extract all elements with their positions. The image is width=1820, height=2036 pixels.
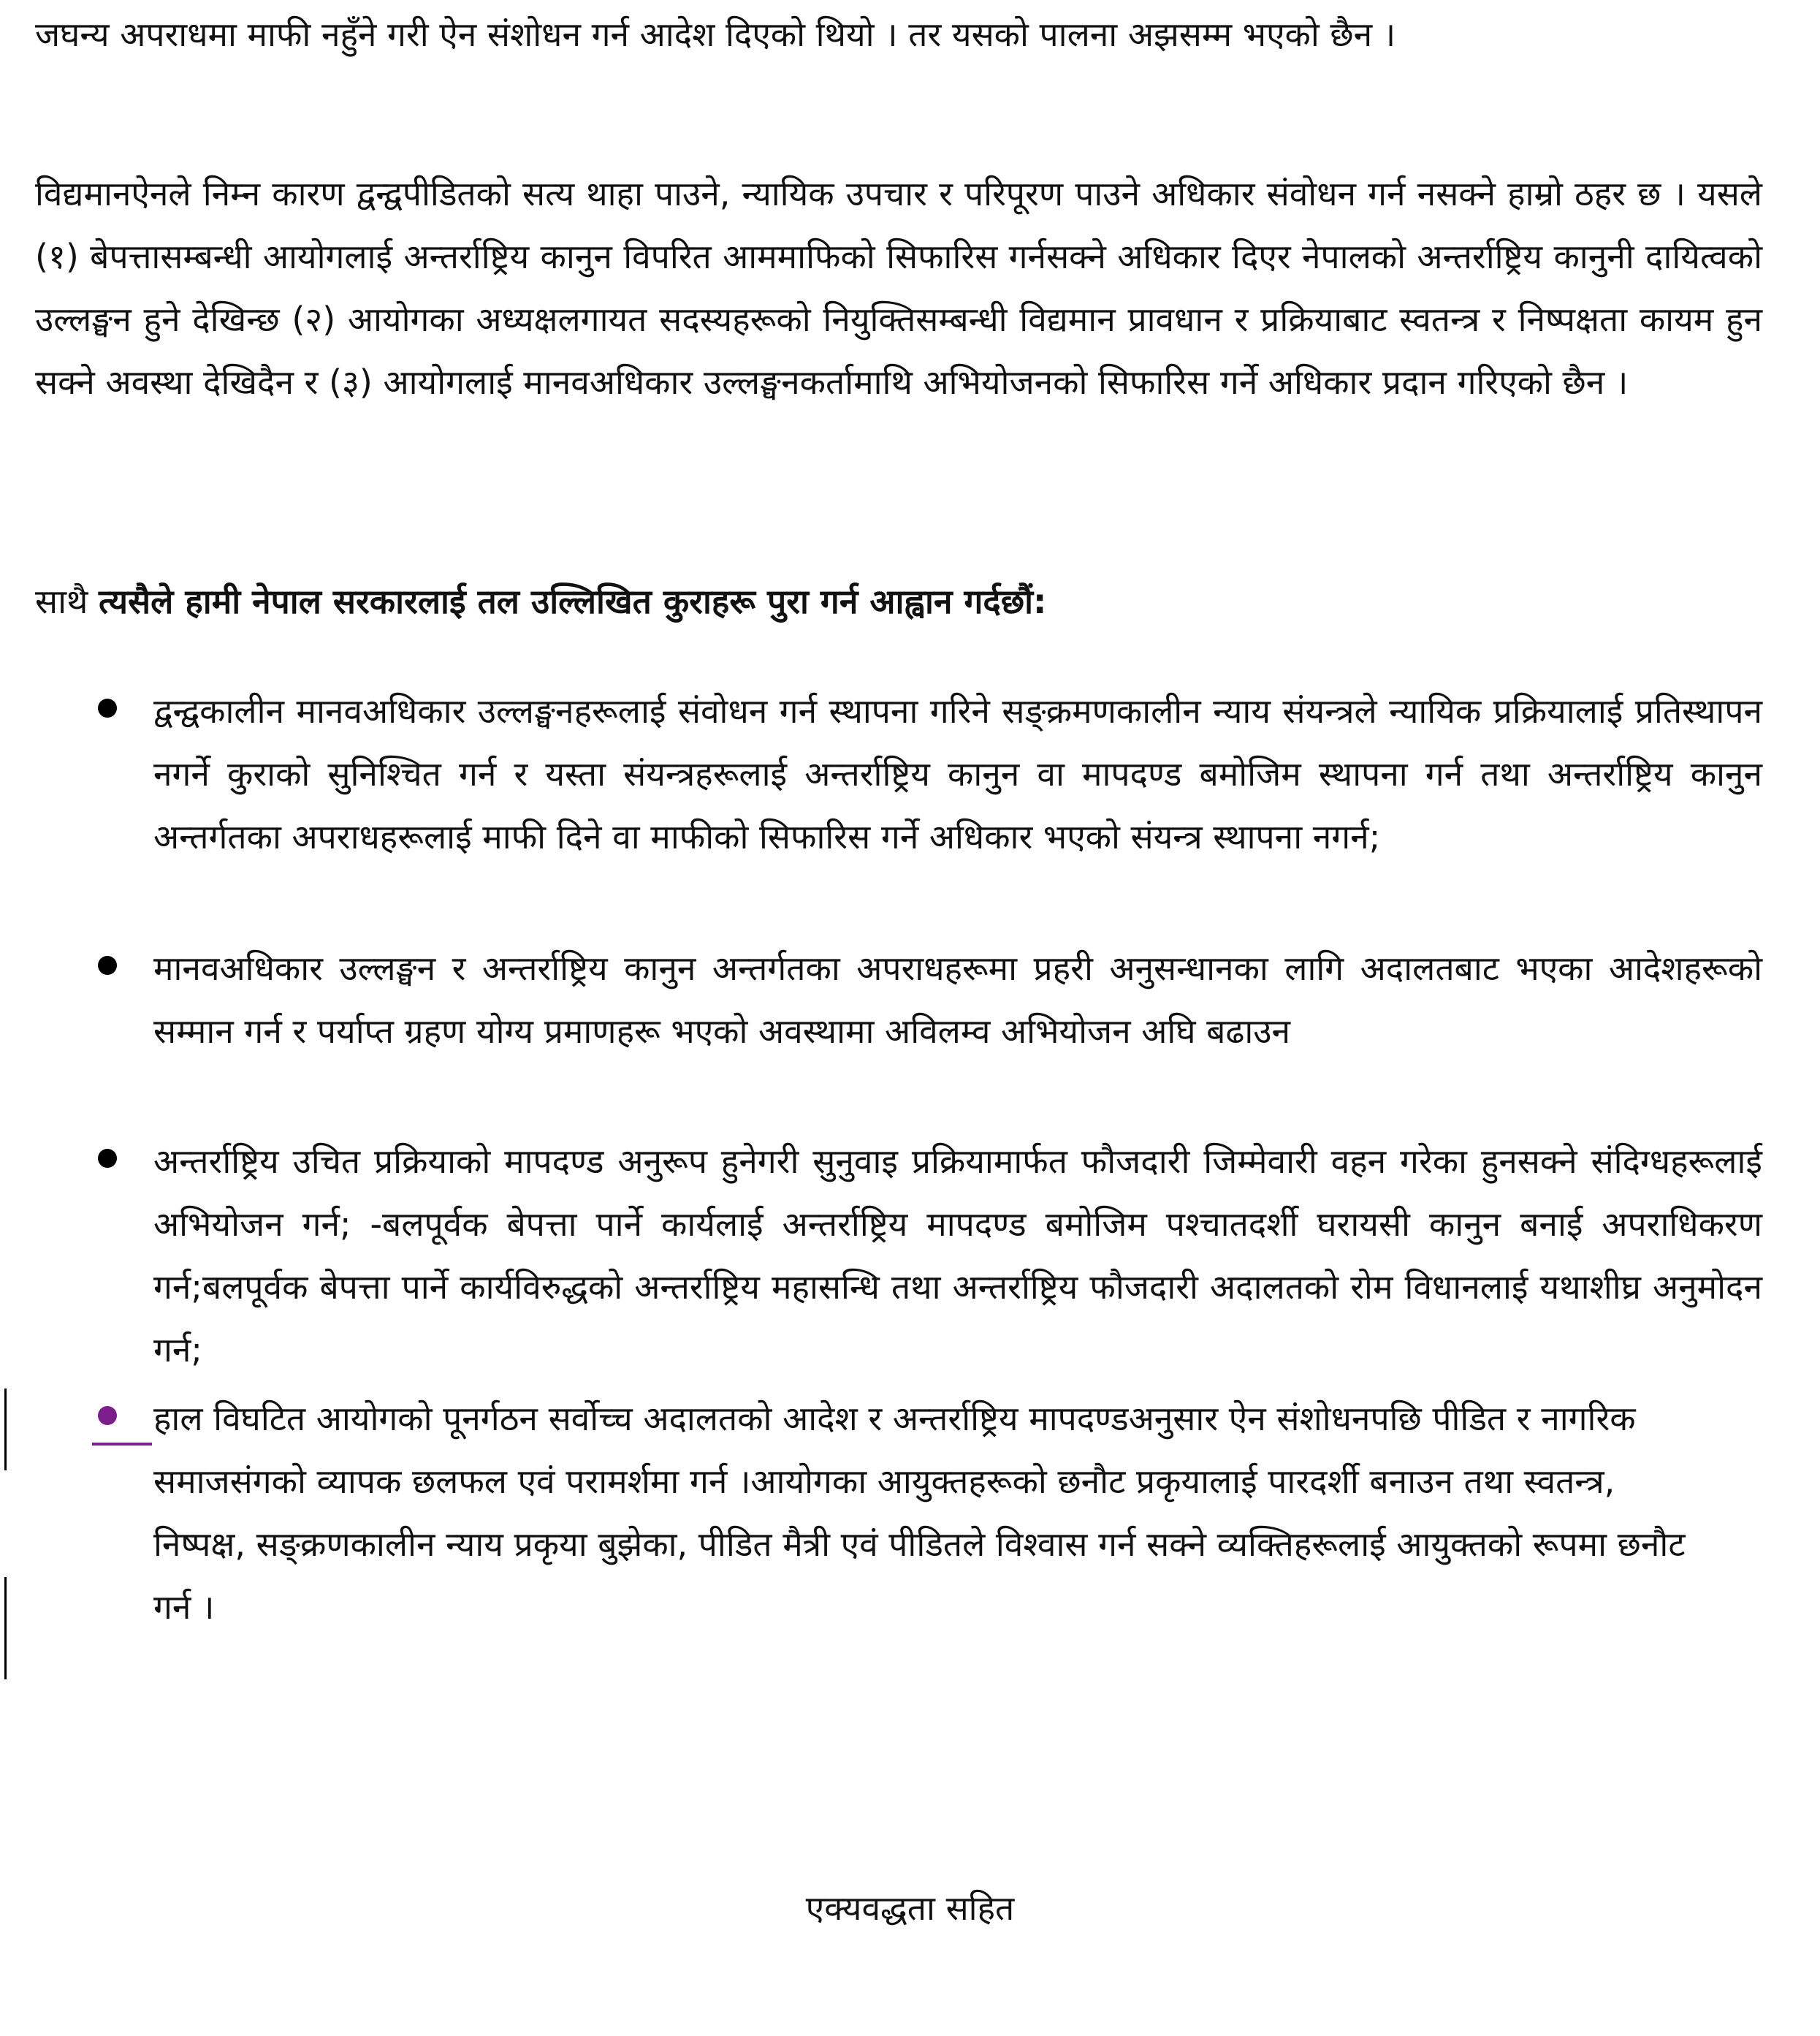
closing-salutation: एक्यवद्धता सहित	[805, 1888, 1015, 1928]
paragraph-1: जघन्य अपराधमा माफी नहुँने गरी ऐन संशोधन गर्न आदेश दिएको थियो । तर यसको पालना अझसम्म भएको छैन ।	[35, 15, 1396, 54]
revision-change-bar	[4, 1577, 7, 1679]
bullet-dot-icon	[98, 1149, 117, 1168]
call-to-action-heading	[35, 570, 1762, 633]
bullet-dot-icon	[98, 699, 117, 718]
list-item-text: मानवअधिकार उल्लङ्घन र अन्तर्राष्ट्रिय कानुन अन्तर्गतका अपराधहरूमा प्रहरी अनुसन्धानका लागि अदालतबाट भएका आदेशहरूको सम्मान गर्न र पर्याप्त ग्रहण योग्य प्रमाणहरू भएको अवस्थामा अविलम्व अभियोजन अघि बढाउन	[153, 949, 1762, 1051]
list-item-text: हाल विघटित आयोगको पूनर्गठन सर्वोच्च अदालतको आदेश र अन्तर्राष्ट्रिय मापदण्डअनुसार ऐन संशोधनपछि पीडित र नागरिक समाजसंगको व्यापक छलफल एवं परामर्शमा गर्न ।आयोगका आयुक्तहरूको छनौट प्रकृयालाई पारदर्शी बनाउन तथा स्वतन्त्र, निष्पक्ष, सङ्क्रणकालीन न्याय प्रकृया बुझेका, पीडित मैत्री एवं पीडितले विश्वास गर्न सक्ने व्यक्तिहरूलाई आयुक्तको रूपमा छनौट गर्न ।	[153, 1399, 1686, 1627]
revision-change-bar	[4, 1389, 7, 1470]
list-item-text: द्वन्द्वकालीन मानवअधिकार उल्लङ्घनहरूलाई संवोधन गर्न स्थापना गरिने सङ्क्रमणकालीन न्याय संयन्त्रले न्यायिक प्रक्रियालाई प्रतिस्थापन नगर्ने कुराको सुनिश्चित गर्न र यस्ता संयन्त्रहरूलाई अन्तर्राष्ट्रिय कानुन वा मापदण्ड बमोजिम स्थापना गर्न तथा अन्तर्राष्ट्रिय कानुन अन्तर्गतका अपराधहरूलाई माफी दिने वा माफीको सिफारिस गर्ने अधिकार भएको संयन्त्र स्थापना नगर्न;	[153, 691, 1762, 856]
bullet-dot-icon	[98, 956, 117, 975]
tracked-change-underline	[92, 1443, 152, 1446]
paragraph-2: विद्यमानऐनले निम्न कारण द्वन्द्वपीडितको सत्य थाहा पाउने, न्यायिक उपचार र परिपूरण पाउने अधिकार संवोधन गर्न नसक्ने हाम्रो ठहर छ । यसले (१) बेपत्तासम्बन्धी आयोगलाई अन्तर्राष्ट्रिय कानुन विपरित आममाफिको सिफारिस गर्नसक्ने अधिकार दिएर नेपालको अन्तर्राष्ट्रिय कानुनी दायित्वको उल्लङ्घन हुने देखिन्छ (२) आयोगका अध्यक्षलगायत सदस्यहरूको नियुक्तिसम्बन्धी विद्यमान प्रावधान र प्रक्रियाबाट स्वतन्त्र र निष्पक्षता कायम हुन सक्ने अवस्था देखिदैन र (३) आयोगलाई मानवअधिकार उल्लङ्घनकर्तामाथि अभियोजनको सिफारिस गर्ने अधिकार प्रदान गरिएको छैन ।	[35, 174, 1762, 402]
list-item-text: अन्तर्राष्ट्रिय उचित प्रक्रियाको मापदण्ड अनुरूप हुनेगरी सुनुवाइ प्रक्रियामार्फत फौजदारी जिम्मेवारी वहन गरेका हुनसक्ने संदिग्धहरूलाई अभियोजन गर्न; -बलपूर्वक बेपत्ता पार्ने कार्यलाई अन्तर्राष्ट्रिय मापदण्ड बमोजिम पश्चातदर्शी घरायसी कानुन बनाई अपराधिकरण गर्न;बलपूर्वक बेपत्ता पार्ने कार्यविरुद्धको अन्तर्राष्ट्रिय महासन्धि तथा अन्तर्राष्ट्रिय फौजदारी अदालतको रोम विधानलाई यथाशीघ्र अनुमोदन गर्न;	[153, 1142, 1762, 1370]
call-bold-text: त्यसैले हामी नेपाल सरकारलाई तल उल्लिखित कुराहरू पुरा गर्न आह्वान गर्दछौं:	[99, 582, 1047, 621]
call-prefix: साथै	[35, 582, 99, 621]
bullet-dot-icon	[98, 1406, 117, 1425]
document-page	[35, 0, 1762, 2036]
